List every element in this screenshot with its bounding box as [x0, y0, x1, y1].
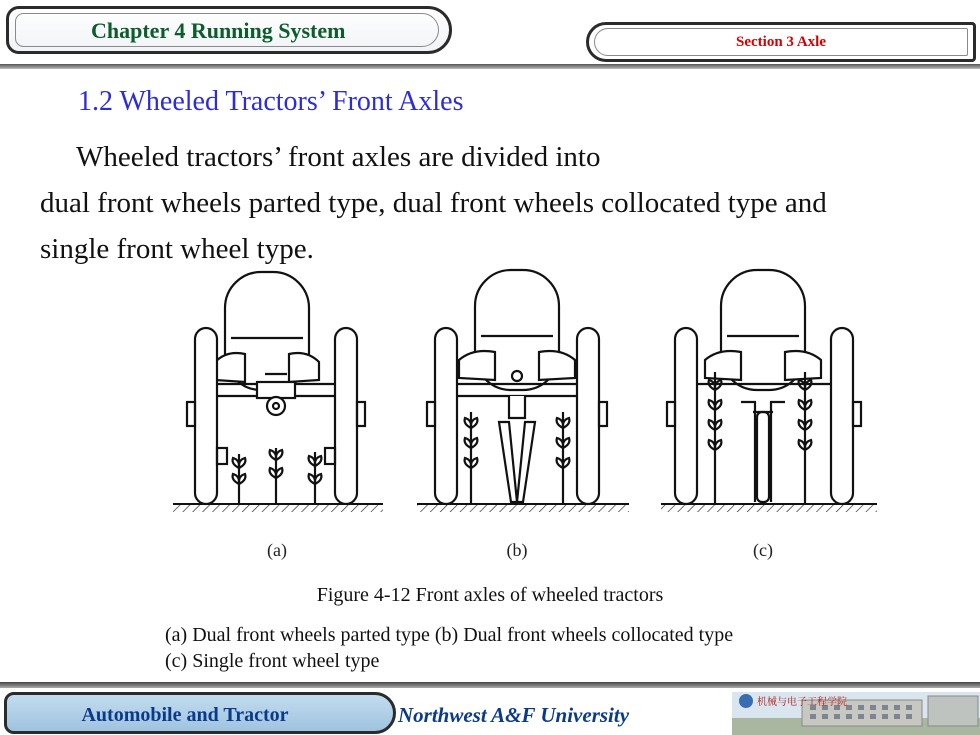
paragraph-line-3: single front wheel type.	[40, 233, 314, 265]
logo-text: 机械与电子工程学院	[757, 697, 847, 708]
figure-subcaption-1: (a) Dual front wheels parted type (b) Dual front wheels collocated type	[165, 624, 734, 646]
panel-b-ground	[417, 504, 629, 512]
front-axle-figure	[165, 262, 890, 574]
figure-caption: Figure 4-12 Front axles of wheeled tractors	[316, 584, 664, 606]
panel-b-drawing	[427, 270, 607, 504]
course-name: Automobile and Tractor	[81, 704, 289, 726]
chapter-tab	[6, 6, 452, 54]
paragraph-line-1: Wheeled tractors’ front axles are divided into	[76, 141, 601, 173]
panel-c-ground	[661, 504, 877, 512]
header-divider	[0, 64, 980, 69]
paragraph-line-2: dual front wheels parted type, dual front wheels collocated type and	[40, 187, 827, 219]
section-title: Section 3 Axle	[736, 34, 826, 50]
panel-a-drawing	[187, 272, 365, 504]
section-tab	[586, 22, 976, 62]
panel-label-c: (c)	[753, 540, 773, 560]
chapter-title: Chapter 4 Running System	[91, 18, 346, 43]
university-name: Northwest A&F University	[398, 703, 630, 727]
course-tab	[4, 692, 396, 734]
panel-a-ground	[173, 504, 383, 512]
body-paragraph	[40, 134, 950, 272]
panel-label-b: (b)	[506, 540, 528, 560]
panel-c-drawing	[667, 270, 861, 504]
slide-heading: 1.2 Wheeled Tractors’ Front Axles	[78, 86, 464, 117]
panel-label-a: (a)	[267, 540, 287, 560]
figure-subcaption-2: (c) Single front wheel type	[165, 650, 380, 672]
footer-divider	[0, 682, 980, 688]
college-building-logo	[732, 692, 980, 735]
